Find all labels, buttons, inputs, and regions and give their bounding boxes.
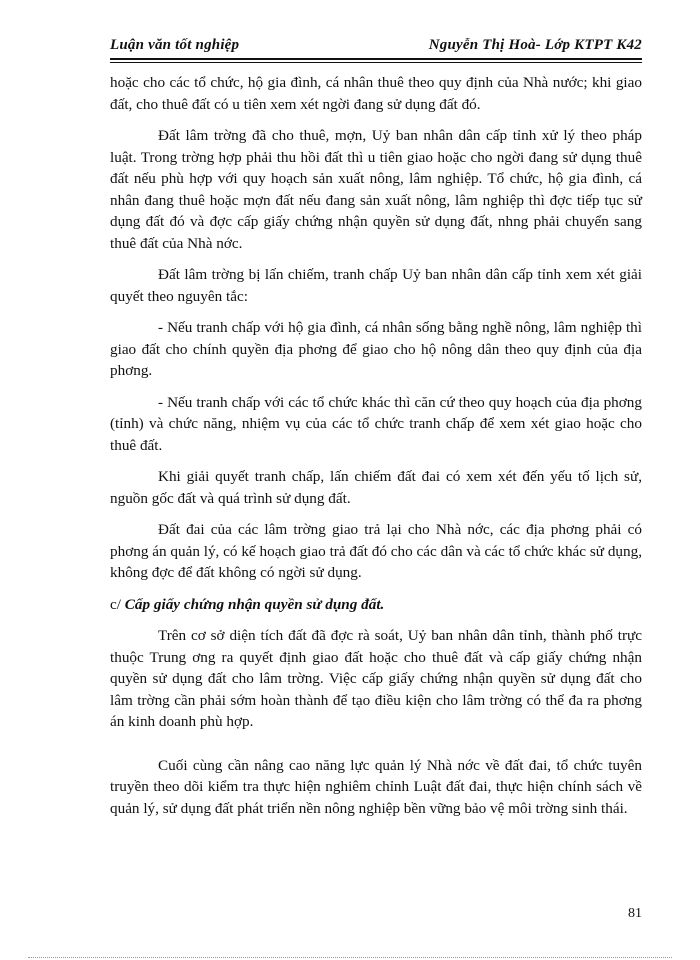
paragraph-7: Cuối cùng cần nâng cao năng lực quản lý Nhà nớc về đất đai, tổ chức tuyên truyền theo dõi kiểm tra thực hiện nghiêm chỉnh Luật đất đai, thực hiện chính sách về quản lý, sử dụng đất phát triển nền nông nghiệp bền vững bảo vệ môi trờng sinh thái. [110, 756, 642, 817]
section-heading-text: Cấp giấy chứng nhận quyền sử dụng đất. [124, 595, 385, 613]
dash-item-2: - Nếu tranh chấp với các tổ chức khác thì căn cứ theo quy hoạch của địa phơng (tỉnh) và chức năng, nhiệm vụ của các tổ chức tranh chấp để xem xét giao hoặc cho thuê đất. [110, 393, 642, 454]
document-body [110, 72, 642, 829]
dash-item-1: - Nếu tranh chấp với hộ gia đình, cá nhân sống bằng nghề nông, lâm nghiệp thì giao đất cho chính quyền địa phơng để giao cho hộ nông dân theo quy định của địa phơng. [110, 319, 642, 379]
page-number: 81 [628, 906, 642, 921]
paragraph-1: hoặc cho các tổ chức, hộ gia đình, cá nhân thuê theo quy định của Nhà nước; khi giao đất, cho thuê đất có u tiên xem xét ngời đang sử dụng đất đó. [110, 74, 642, 113]
header-thesis-title: Luận văn tốt nghiệp [110, 37, 240, 53]
paragraph-4: Khi giải quyết tranh chấp, lấn chiếm đất đai có xem xét đến yếu tố lịch sử, nguồn gốc đất và quá trình sử dụng đất. [110, 468, 642, 507]
section-heading [110, 594, 642, 616]
page-header [110, 37, 642, 59]
paragraph-2: Đất lâm trờng đã cho thuê, mợn, Uỷ ban nhân dân cấp tỉnh xử lý theo pháp luật. Trong trờng hợp phải thu hồi đất thì u tiên giao hoặc cho ngời đang sử dụng thuê đất nếu phù hợp với quy hoạch sản xuất nông, lâm nghiệp. Tổ chức, hộ gia đình, cá nhân đang thuê hoặc mợn đất nếu đang sản xuất nông, lâm nghiệp thì đợc tiếp tục sử dụng đất đó và đợc cấp giấy chứng nhận quyền sử dụng đất, nhng phải chuyển sang thuê đất của Nhà nớc. [110, 127, 642, 252]
header-rule-thin [110, 62, 642, 63]
section-heading-marker: c/ [110, 595, 125, 613]
header-author-class: Nguyễn Thị Hoà- Lớp KTPT K42 [428, 37, 642, 53]
paragraph-5: Đất đai của các lâm trờng giao trả lại cho Nhà nớc, các địa phơng phải có phơng án quản lý, có kế hoạch giao trả đất đó cho các dân và các tổ chức khác sử dụng, không đợc để đất không có ngời sử dụng. [110, 521, 642, 581]
paragraph-6: Trên cơ sở diện tích đất đã đợc rà soát, Uỷ ban nhân dân tỉnh, thành phố trực thuộc Trung ơng ra quyết định giao đất hoặc cho thuê đất và cấp giấy chứng nhận quyền sử dụng đất cho lâm trờng. Việc cấp giấy chứng nhận quyền sử dụng đất cho lâm trờng cần phải sớm hoàn thành để tạo điều kiện cho lâm trờng có thể đa ra phơng án kinh doanh phù hợp. [110, 627, 642, 730]
header-rule [110, 58, 642, 60]
paragraph-3: Đất lâm trờng bị lấn chiếm, tranh chấp Uỷ ban nhân dân cấp tỉnh xem xét giải quyết theo nguyên tắc: [110, 266, 642, 305]
footer-divider [28, 957, 672, 958]
